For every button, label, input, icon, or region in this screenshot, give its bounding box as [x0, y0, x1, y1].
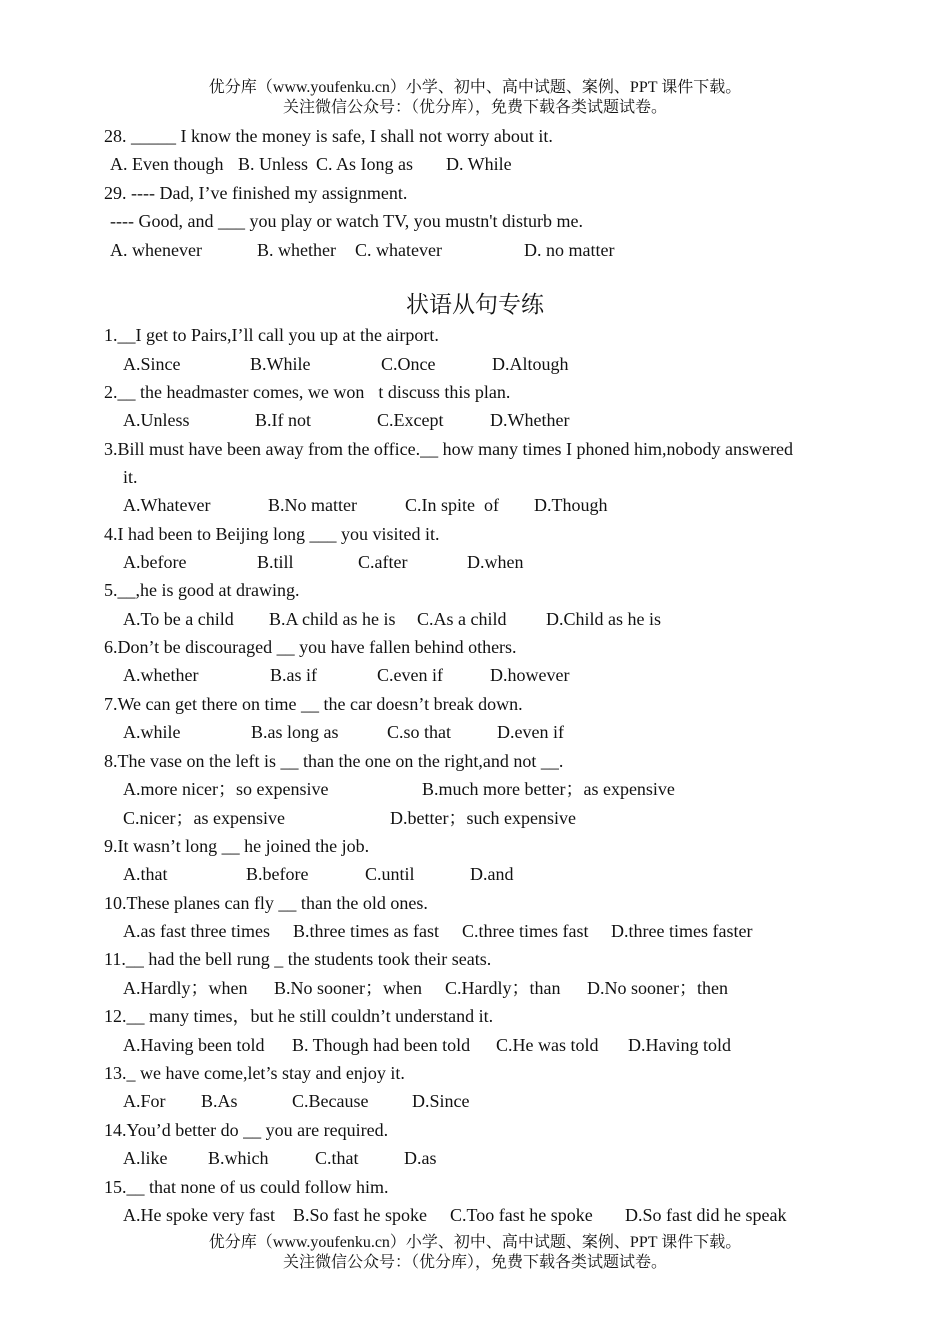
question-2-stem: 2.__ the headmaster comes, we won t discuss this plan.	[104, 382, 511, 402]
question-8-option-b: B.much more better；as expensive	[422, 779, 675, 799]
question-29-stem: 29. ---- Dad, I’ve finished my assignment.	[104, 183, 408, 203]
question-7-stem: 7.We can get there on time __ the car doesn’t break down.	[104, 694, 523, 714]
question-9-option-b: B.before	[246, 864, 309, 884]
question-11-option-d: D.No sooner；then	[587, 978, 728, 998]
question-29-option-c: C. whatever	[355, 240, 442, 260]
question-5-option-b: B.A child as he is	[269, 609, 396, 629]
question-11-option-a: A.Hardly；when	[123, 978, 248, 998]
question-14-option-a: A.like	[123, 1148, 168, 1168]
question-8-stem: 8.The vase on the left is __ than the one on the right,and not __.	[104, 751, 564, 771]
question-13-stem: 13._ we have come,let’s stay and enjoy it.	[104, 1063, 405, 1083]
question-3-stem-continued: it.	[123, 467, 138, 487]
question-28-stem: 28. _____ I know the money is safe, I shall not worry about it.	[104, 126, 553, 146]
question-15-option-c: C.Too fast he spoke	[450, 1205, 593, 1225]
question-6-option-a: A.whether	[123, 665, 199, 685]
question-9-option-a: A.that	[123, 864, 168, 884]
question-14-option-c: C.that	[315, 1148, 359, 1168]
question-29-option-b: B. whether	[257, 240, 336, 260]
page-footer-line2: 关注微信公众号：（优分库），免费下载各类试题试卷。	[282, 1254, 667, 1271]
question-3-option-d: D.Though	[534, 495, 608, 515]
question-28-option-d: D. While	[446, 154, 512, 174]
question-1-option-b: B.While	[250, 354, 311, 374]
question-12-option-a: A.Having been told	[123, 1035, 265, 1055]
question-10-option-a: A.as fast three times	[123, 921, 270, 941]
page-header-line1: 优分库（www.youfenku.cn）小学、初中、高中试题、案例、PPT 课件下载。	[208, 79, 742, 96]
question-29-option-a: A. whenever	[110, 240, 202, 260]
question-9-option-d: D.and	[470, 864, 514, 884]
question-5-option-a: A.To be a child	[123, 609, 234, 629]
question-8-option-a: A.more nicer；so expensive	[123, 779, 329, 799]
question-6-option-d: D.however	[490, 665, 570, 685]
question-6-option-b: B.as if	[270, 665, 317, 685]
question-15-option-a: A.He spoke very fast	[123, 1205, 275, 1225]
question-29-option-d: D. no matter	[524, 240, 615, 260]
question-11-option-c: C.Hardly；than	[445, 978, 561, 998]
section-title: 状语从句专练	[406, 292, 544, 318]
question-11-option-b: B.No sooner；when	[274, 978, 422, 998]
question-5-stem: 5.__,he is good at drawing.	[104, 580, 300, 600]
question-13-option-d: D.Since	[412, 1091, 470, 1111]
question-12-stem: 12.__ many times，but he still couldn’t understand it.	[104, 1006, 494, 1026]
question-4-option-d: D.when	[467, 552, 524, 572]
question-15-option-b: B.So fast he spoke	[293, 1205, 427, 1225]
question-2-option-c: C.Except	[377, 410, 444, 430]
question-5-option-c: C.As a child	[417, 609, 507, 629]
question-4-option-c: C.after	[358, 552, 408, 572]
question-4-option-b: B.till	[257, 552, 294, 572]
question-1-option-c: C.Once	[381, 354, 436, 374]
question-7-option-d: D.even if	[497, 722, 564, 742]
question-4-stem: 4.I had been to Beijing long ___ you visited it.	[104, 524, 440, 544]
question-3-option-a: A.Whatever	[123, 495, 211, 515]
question-13-option-c: C.Because	[292, 1091, 369, 1111]
question-12-option-c: C.He was told	[496, 1035, 599, 1055]
question-9-stem: 9.It wasn’t long __ he joined the job.	[104, 836, 370, 856]
question-13-option-a: A.For	[123, 1091, 166, 1111]
question-5-option-d: D.Child as he is	[546, 609, 661, 629]
question-12-option-b: B. Though had been told	[292, 1035, 471, 1055]
question-14-stem: 14.You’d better do __ you are required.	[104, 1120, 389, 1140]
question-15-stem: 15.__ that none of us could follow him.	[104, 1177, 389, 1197]
question-1-option-d: D.Altough	[492, 354, 569, 374]
question-3-option-c: C.In spite of	[405, 495, 499, 515]
question-12-option-d: D.Having told	[628, 1035, 731, 1055]
question-3-stem: 3.Bill must have been away from the office.__ how many times I phoned him,nobody answered	[104, 439, 794, 459]
question-14-option-b: B.which	[208, 1148, 269, 1168]
question-28-option-b: B. Unless	[238, 154, 309, 174]
question-7-option-b: B.as long as	[251, 722, 339, 742]
page-footer-line1: 优分库（www.youfenku.cn）小学、初中、高中试题、案例、PPT 课件下载。	[208, 1234, 742, 1251]
question-29-stem-reply: ---- Good, and ___ you play or watch TV, you mustn't disturb me.	[110, 211, 584, 231]
question-4-option-a: A.before	[123, 552, 187, 572]
question-1-stem: 1.__I get to Pairs,I’ll call you up at the airport.	[104, 325, 439, 345]
question-28-option-a: A. Even though	[110, 154, 224, 174]
question-2-option-d: D.Whether	[490, 410, 570, 430]
question-14-option-d: D.as	[404, 1148, 437, 1168]
question-11-stem: 11.__ had the bell rung _ the students took their seats.	[104, 949, 492, 969]
question-2-option-b: B.If not	[255, 410, 311, 430]
question-2-option-a: A.Unless	[123, 410, 190, 430]
question-10-option-b: B.three times as fast	[293, 921, 439, 941]
question-8-option-d: D.better；such expensive	[390, 808, 576, 828]
question-13-option-b: B.As	[201, 1091, 238, 1111]
question-3-option-b: B.No matter	[268, 495, 357, 515]
question-28-option-c: C. As Iong as	[316, 154, 414, 174]
page-header-line2: 关注微信公众号：（优分库），免费下载各类试题试卷。	[282, 99, 667, 116]
question-1-option-a: A.Since	[123, 354, 181, 374]
question-9-option-c: C.until	[365, 864, 415, 884]
question-7-option-c: C.so that	[387, 722, 452, 742]
question-10-option-d: D.three times faster	[611, 921, 753, 941]
question-7-option-a: A.while	[123, 722, 181, 742]
question-6-stem: 6.Don’t be discouraged __ you have fallen behind others.	[104, 637, 517, 657]
question-6-option-c: C.even if	[377, 665, 443, 685]
question-10-stem: 10.These planes can fly __ than the old ones.	[104, 893, 428, 913]
question-15-option-d: D.So fast did he speak	[625, 1205, 787, 1225]
question-10-option-c: C.three times fast	[462, 921, 589, 941]
question-8-option-c: C.nicer；as expensive	[123, 808, 285, 828]
